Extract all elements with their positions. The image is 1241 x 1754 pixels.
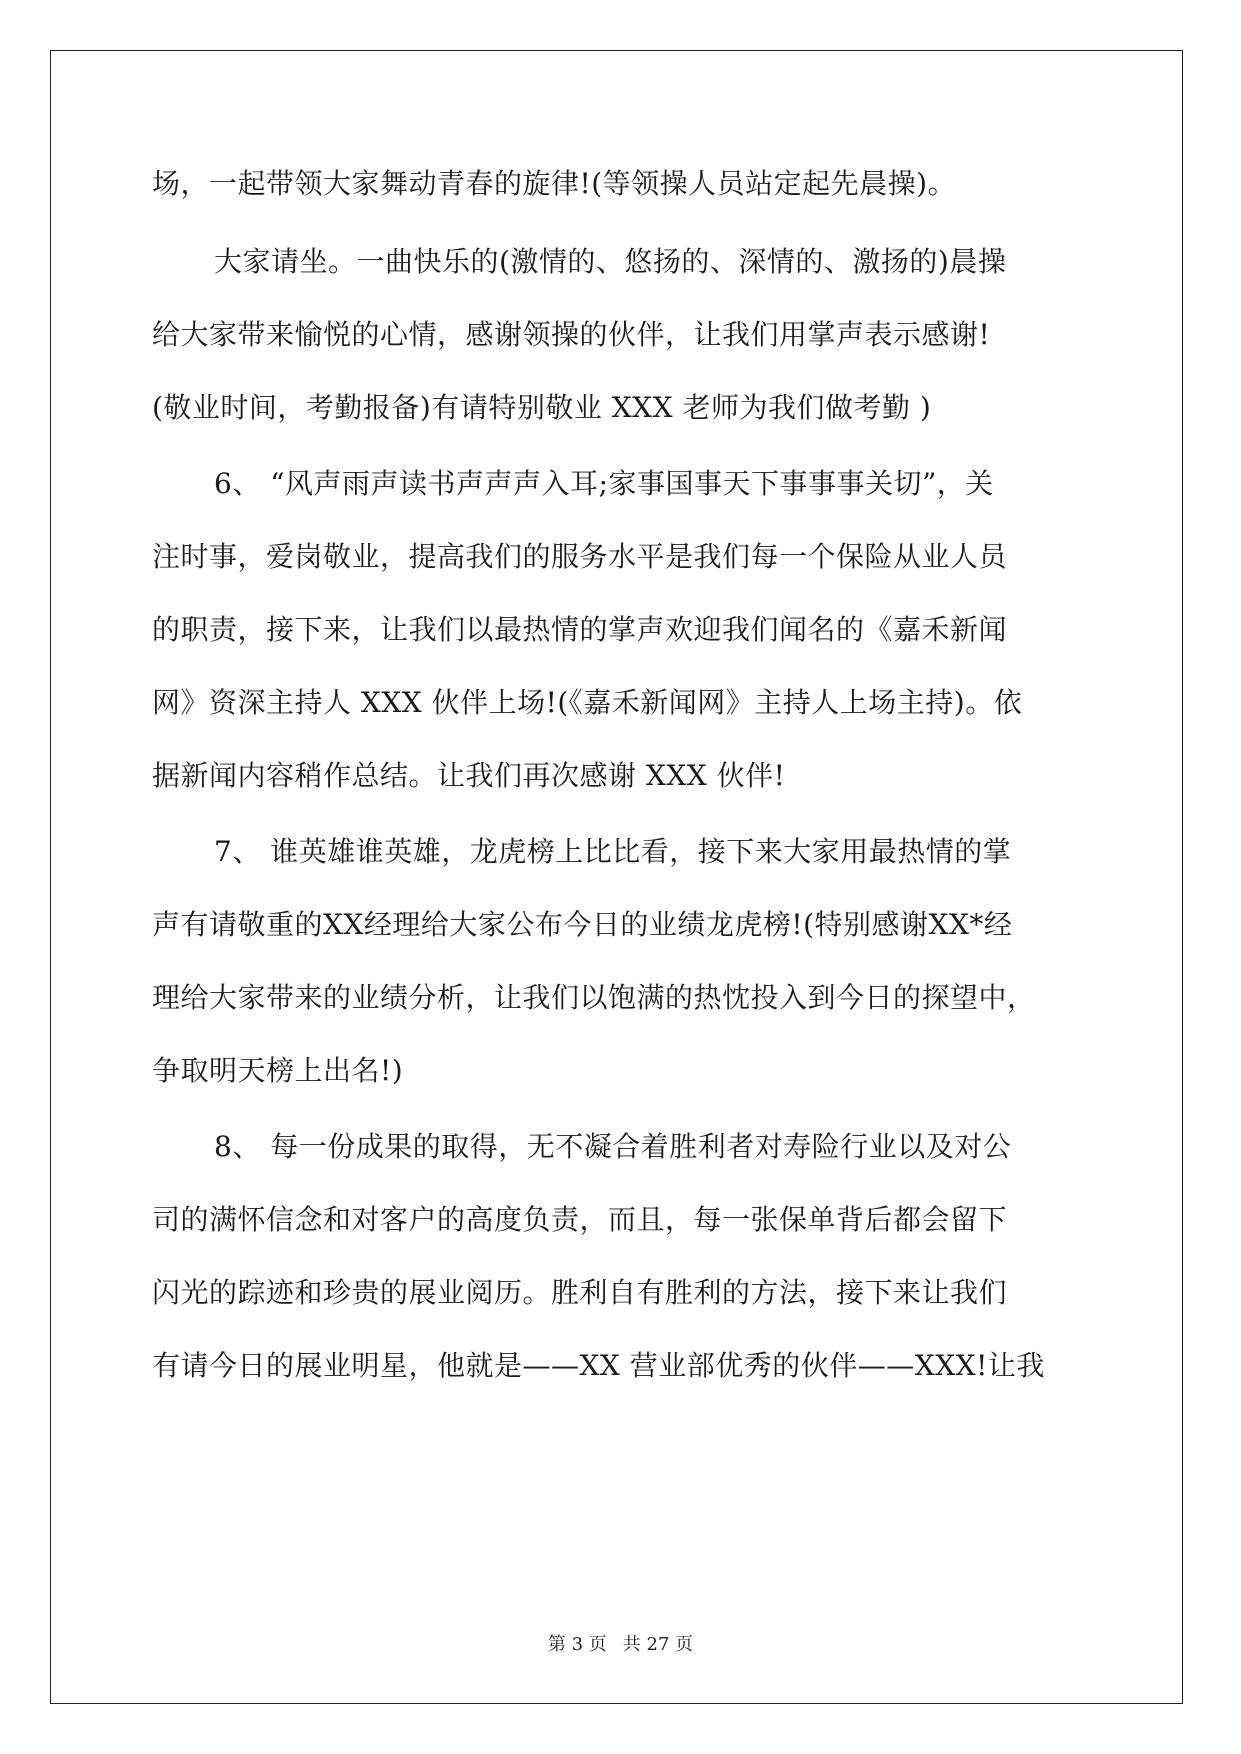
page-total: 共 27 页 xyxy=(622,1634,694,1655)
text-line: 司的满怀信念和对客户的高度负责，而且，每一张保单背后都会留下 xyxy=(152,1203,1008,1236)
text-line: 声有请敬重的XX经理给大家公布今日的业绩龙虎榜!(特别感谢XX*经 xyxy=(152,908,1013,941)
text-line: 注时事，爱岗敬业，提高我们的服务水平是我们每一个保险从业人员 xyxy=(152,540,1008,573)
text-line: 大家请坐。一曲快乐的(激情的、悠扬的、深情的、激扬的)晨操 xyxy=(214,245,1007,278)
page-border xyxy=(50,50,1183,1704)
text-line: 6、 “风声雨声读书声声声入耳;家事国事天下事事事关切”，关 xyxy=(214,467,994,500)
text-line: 闪光的踪迹和珍贵的展业阅历。胜利自有胜利的方法，接下来让我们 xyxy=(152,1276,1008,1309)
text-line: 争取明天榜上出名!) xyxy=(152,1054,404,1087)
text-line: 7、 谁英雄谁英雄，龙虎榜上比比看，接下来大家用最热情的掌 xyxy=(214,835,1012,868)
text-line: 的职责，接下来，让我们以最热情的掌声欢迎我们闻名的《嘉禾新闻 xyxy=(152,613,1008,646)
text-line: (敬业时间，考勤报备)有请特别敬业 XXX 老师为我们做考勤 ) xyxy=(152,391,932,424)
page-number: 第 3 页 xyxy=(547,1634,607,1655)
text-line: 理给大家带来的业绩分析，让我们以饱满的热忱投入到今日的探望中， xyxy=(152,981,1036,1014)
text-line: 场，一起带领大家舞动青春的旋律!(等领操人员站定起先晨操)。 xyxy=(152,167,957,200)
text-line: 8、 每一份成果的取得，无不凝合着胜利者对寿险行业以及对公 xyxy=(214,1130,1012,1163)
text-line: 有请今日的展业明星，他就是——XX 营业部优秀的伙伴——XXX!让我 xyxy=(152,1349,1045,1382)
text-line: 据新闻内容稍作总结。让我们再次感谢 XXX 伙伴! xyxy=(152,759,786,792)
page-footer xyxy=(0,1633,1241,1657)
text-line: 网》资深主持人 XXX 伙伴上场!(《嘉禾新闻网》主持人上场主持)。依 xyxy=(152,686,1023,719)
text-line: 给大家带来愉悦的心情，感谢领操的伙伴，让我们用掌声表示感谢! xyxy=(152,318,991,351)
